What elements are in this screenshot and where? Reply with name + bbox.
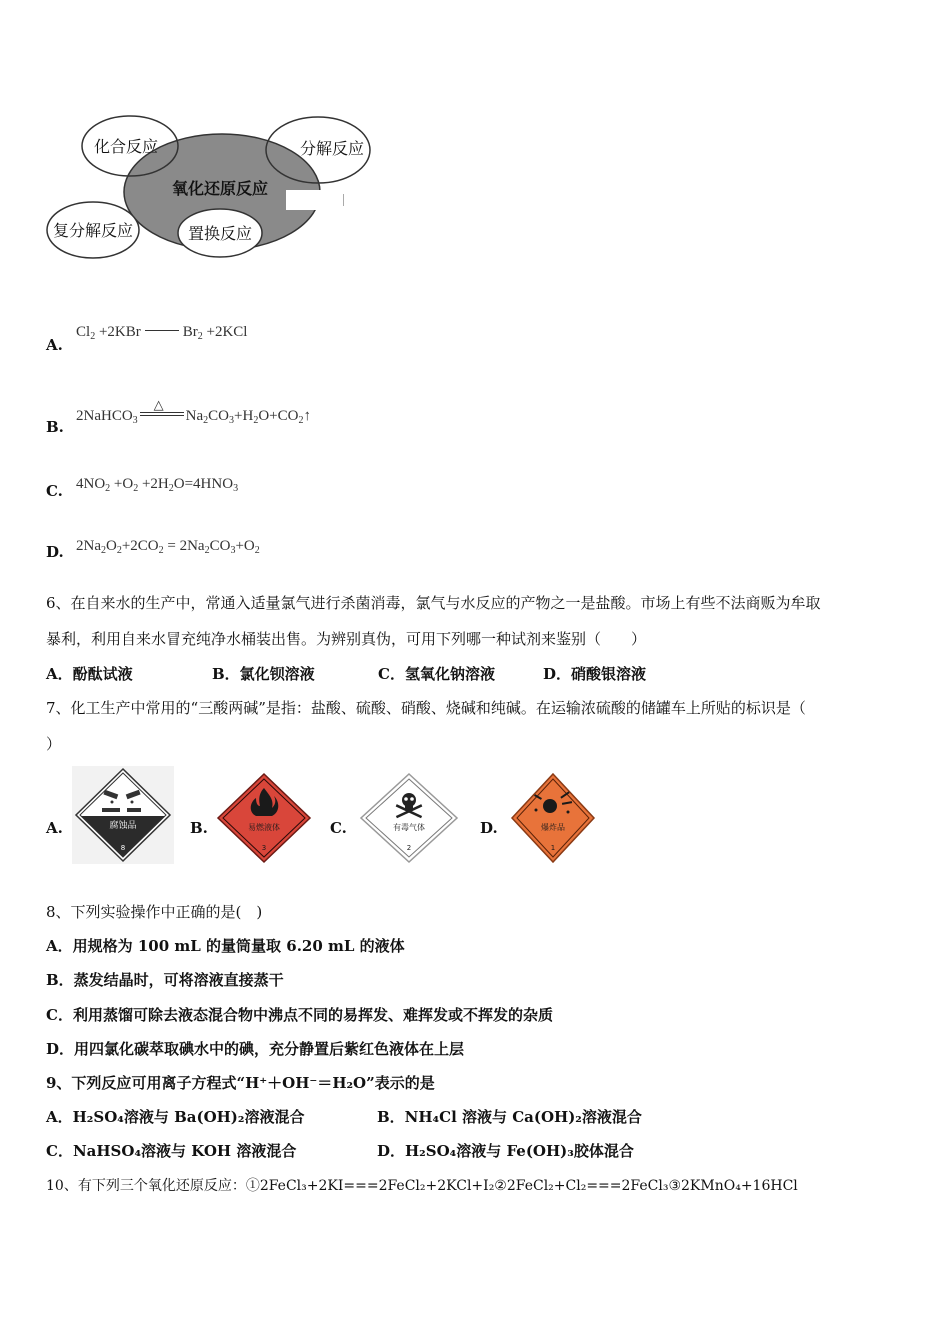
q8-option-c: C．利用蒸馏可除去液态混合物中沸点不同的易挥发、难挥发或不挥发的杂质 (46, 1006, 553, 1024)
q5-option-c-equation: $4NO_2 +O_2 +2H_2O=4HNO_3$ (76, 476, 239, 494)
flammable-sign-number: 3 (261, 844, 267, 852)
corrosive-sign (72, 766, 174, 864)
q7-option-a-letter: A. (46, 819, 63, 837)
toxic-sign-label: 有毒气体 (393, 823, 425, 832)
q7-stem-line1: 7、化工生产中常用的“三酸两碱”是指：盐酸、硫酸、硝酸、烧碱和纯碱。在运输浓硫酸的储罐车上所贴的标识是（ (46, 699, 806, 717)
q6-stem-line2: 暴利，利用自来水冒充纯净水桶装出售。为辨别真伪，可用下列哪一种试剂来鉴别（ ） (46, 630, 647, 648)
q9-option-d: D．H₂SO₄溶液与 Fe(OH)₃胶体混合 (377, 1142, 634, 1160)
scan-artifact (286, 190, 342, 210)
q10-stem: 10、有下列三个氧化还原反应：①2FeCl₃+2KI===2FeCl₂+2KCl+I₂②2FeCl₂+Cl₂===2FeCl₃③2KMnO₄+16HCl (46, 1178, 798, 1194)
decomposition-label: 分解反应 (299, 139, 365, 158)
scan-artifact-mark (343, 194, 344, 206)
toxic-sign-number: 2 (406, 844, 412, 852)
q5-option-d-equation: $2Na_2O_2+2CO_2 = 2Na_2CO_3+O_2$ (76, 538, 260, 556)
q6-stem-line1: 6、在自来水的生产中，常通入适量氯气进行杀菌消毒，氯气与水反应的产物之一是盐酸。市场上有些不法商贩为牟取 (46, 594, 821, 612)
q5-option-d-letter: D. (46, 543, 64, 561)
q6-option-a: A．酚酞试液 (46, 665, 133, 683)
q5-option-b-equation: 2NaHCO$_3$ △ $Na_2CO_3+H_2O+CO_2↑$ (76, 397, 311, 426)
displacement-label: 置换反应 (187, 224, 253, 243)
q6-option-b: B．氯化钡溶液 (212, 665, 315, 683)
q7-option-b-letter: B. (190, 819, 208, 837)
combination-label: 化合反应 (93, 137, 159, 156)
q8-option-a: A．用规格为 100 mL 的量筒量取 6.20 mL 的液体 (46, 937, 405, 955)
q9-option-c: C．NaHSO₄溶液与 KOH 溶液混合 (46, 1142, 297, 1160)
q5-option-c-letter: C. (46, 482, 63, 500)
q9-option-b: B．NH₄Cl 溶液与 Ca(OH)₂溶液混合 (377, 1108, 642, 1126)
q8-option-b: B．蒸发结晶时，可将溶液直接蒸干 (46, 971, 284, 989)
redox-label: 氧化还原反应 (171, 179, 269, 198)
q6-option-d: D．硝酸银溶液 (543, 665, 647, 683)
corrosive-sign-number: 8 (120, 844, 126, 852)
flammable-liquid-sign (216, 772, 312, 864)
q7-option-d-letter: D. (480, 819, 498, 837)
q6-option-c: C．氢氧化钠溶液 (378, 665, 495, 683)
q9-stem: 9、下列反应可用离子方程式“H⁺＋OH⁻＝H₂O”表示的是 (46, 1074, 435, 1092)
explosive-sign (510, 772, 596, 864)
flammable-sign-label: 易燃液体 (248, 823, 280, 832)
q9-option-a: A．H₂SO₄溶液与 Ba(OH)₂溶液混合 (46, 1108, 305, 1126)
q8-stem: 8、下列实验操作中正确的是( ) (46, 903, 263, 921)
explosive-sign-number: 1 (550, 844, 556, 852)
q8-option-d: D．用四氯化碳萃取碘水中的碘，充分静置后紫红色液体在上层 (46, 1040, 465, 1058)
q7-option-c-letter: C. (330, 819, 347, 837)
q5-option-a-letter: A. (46, 336, 63, 354)
q7-stem-line2: ） (46, 735, 62, 753)
q5-option-b-letter: B. (46, 418, 64, 436)
explosive-sign-label: 爆炸品 (541, 823, 565, 832)
toxic-gas-sign (357, 772, 461, 864)
double-decomposition-label: 复分解反应 (52, 221, 134, 240)
q5-option-a-equation: $Cl_2 +2KBr$ $Br_2 +2KCl$ (76, 324, 248, 342)
corrosive-sign-label: 腐蚀品 (109, 821, 137, 831)
